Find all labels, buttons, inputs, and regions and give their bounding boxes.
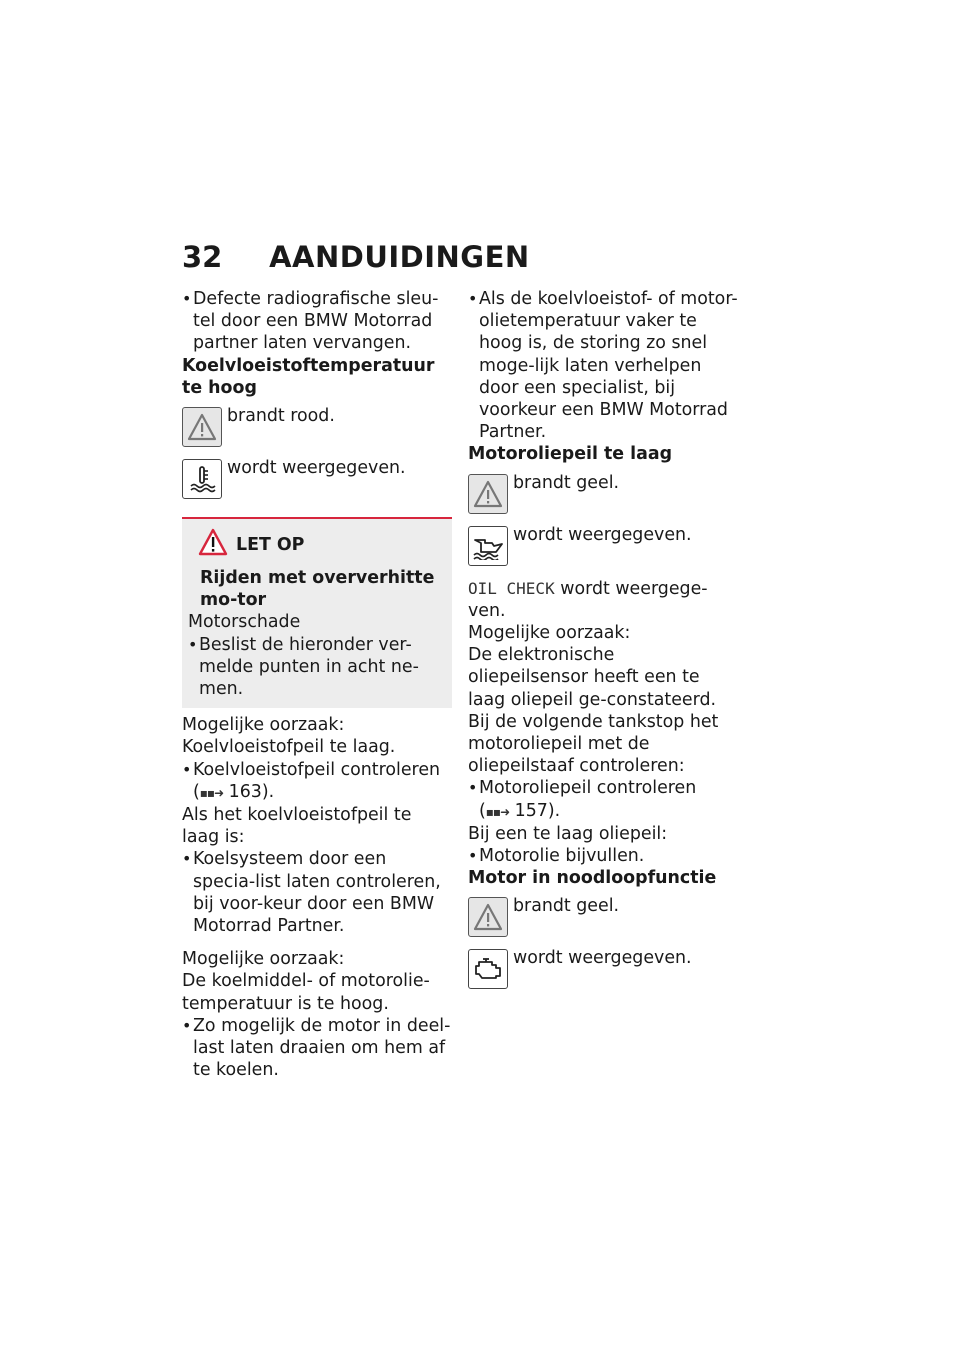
warning-triangle-icon xyxy=(182,407,222,447)
coolant-temperature-icon xyxy=(182,459,222,499)
list-item: • Motorolie bijvullen. xyxy=(468,845,738,867)
cause-label: Mogelijke oorzaak: xyxy=(468,623,631,644)
indicator-text: brandt geel. xyxy=(513,896,620,917)
indicator-general-warning xyxy=(468,472,738,514)
page-header xyxy=(182,240,530,274)
caution-triangle-icon xyxy=(198,528,228,562)
caution-consequence: Motorschade xyxy=(188,612,301,633)
followup-text: Bij een te laag oliepeil: xyxy=(468,823,668,844)
warning-triangle-icon xyxy=(468,897,508,937)
indicator-oil-level xyxy=(468,524,738,566)
indicator-general-warning xyxy=(182,405,452,447)
oil-can-icon xyxy=(468,526,508,566)
cause-text: Koelvloeistofpeil te laag. xyxy=(182,737,396,758)
display-message-line xyxy=(468,578,738,622)
page-reference[interactable]: (▪▪➜ 157). xyxy=(479,800,561,821)
arrow-right-icon: ▪▪➜ xyxy=(199,785,224,800)
list-item: • Beslist de hieronder ver-melde punten in acht ne-men. xyxy=(188,634,446,701)
section-title-coolant-temp: Koelvloeistoftemperatuur te hoog xyxy=(182,355,435,398)
chapter-title: AANDUIDINGEN xyxy=(269,240,530,274)
engine-icon xyxy=(468,949,508,989)
caution-title-row xyxy=(188,529,446,561)
cause-text: De elektronische oliepeilsensor heeft een te laag oliepeil ge-constateerd. Bij de volgende tankstop het motoroliepeil met de oliepeilstaaf controleren: xyxy=(468,645,719,777)
left-column xyxy=(182,288,452,1081)
indicator-engine xyxy=(468,947,738,989)
right-column xyxy=(468,288,738,989)
indicator-general-warning xyxy=(468,895,738,937)
caution-box xyxy=(182,517,452,708)
list-item: • Koelsysteem door een specia-list laten controleren, bij voor-keur door een BMW Motorrad Partner. xyxy=(182,848,452,937)
cause-label: Mogelijke oorzaak: xyxy=(182,715,345,736)
indicator-text: wordt weergegeven. xyxy=(513,948,692,969)
indicator-coolant-temp xyxy=(182,457,452,499)
page-reference-number: 163). xyxy=(228,781,275,802)
list-item-text: Koelvloeistofpeil controleren xyxy=(193,759,441,780)
cause-label: Mogelijke oorzaak: xyxy=(182,949,345,970)
section-title-oil-level: Motoroliepeil te laag xyxy=(468,444,673,465)
indicator-text: brandt rood. xyxy=(227,406,335,427)
followup-text: Als het koelvloeistofpeil te laag is: xyxy=(182,805,412,848)
list-item: • Zo mogelijk de motor in deel-last laten draaien om hem af te koelen. xyxy=(182,1015,452,1082)
page-reference[interactable]: (▪▪➜ 163). xyxy=(193,781,275,802)
section-title-limp-mode: Motor in noodloopfunctie xyxy=(468,868,717,889)
page-number: 32 xyxy=(182,240,223,274)
cause-text: De koelmiddel- of motorolie-temperatuur is te hoog. xyxy=(182,971,430,1014)
indicator-text: wordt weergegeven. xyxy=(513,524,692,545)
warning-triangle-icon xyxy=(468,474,508,514)
arrow-right-icon: ▪▪➜ xyxy=(485,804,510,819)
caution-heading: Rijden met oververhitte mo-tor xyxy=(200,568,435,611)
list-item-text: Motoroliepeil controleren xyxy=(479,778,697,799)
display-message-text: wordt weergege-ven. xyxy=(468,578,708,621)
indicator-text: wordt weergegeven. xyxy=(227,458,406,479)
list-item xyxy=(468,777,738,822)
page-reference-number: 157). xyxy=(514,800,561,821)
list-item xyxy=(182,759,452,804)
list-item: • Als de koelvloeistof- of motor-olietemperatuur vaker te hoog is, de storing zo snel moge-lijk laten verhelpen door een specialist, bij voorkeur een BMW Motorrad Partner. xyxy=(468,288,738,443)
display-code: OIL CHECK xyxy=(468,578,555,598)
list-item: • Defecte radiografische sleu-tel door een BMW Motorrad partner laten vervangen. xyxy=(182,288,452,355)
indicator-text: brandt geel. xyxy=(513,472,620,493)
caution-label: LET OP xyxy=(236,534,305,555)
